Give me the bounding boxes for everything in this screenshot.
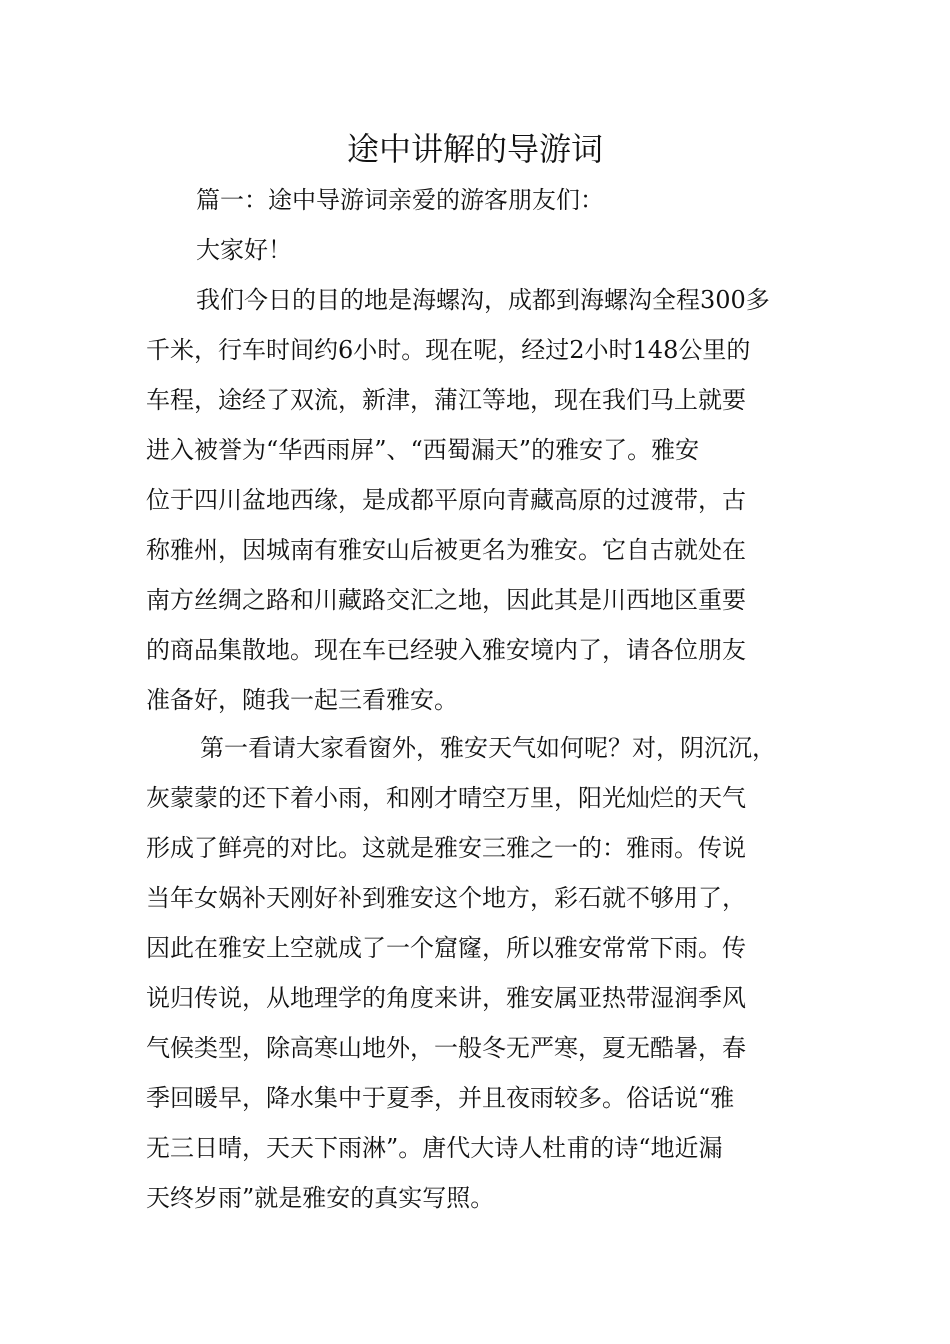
- text-line: 形成了鲜亮的对比。这就是雅安三雅之一的：雅雨。传说: [146, 834, 746, 862]
- text-line: 第一看请大家看窗外，雅安天气如何呢？对，阴沉沉，: [200, 734, 776, 762]
- text-line: 说归传说，从地理学的角度来讲，雅安属亚热带湿润季风: [146, 984, 746, 1012]
- text-line: 因此在雅安上空就成了一个窟窿，所以雅安常常下雨。传: [146, 934, 746, 962]
- text-line: 季回暖早，降水集中于夏季，并且夜雨较多。俗话说“雅: [146, 1084, 735, 1112]
- text-line: 无三日晴，天天下雨淋”。唐代大诗人杜甫的诗“地近漏: [146, 1134, 723, 1162]
- text-line: 准备好，随我一起三看雅安。: [146, 686, 458, 714]
- text-line: 称雅州，因城南有雅安山后被更名为雅安。它自古就处在: [146, 536, 746, 564]
- text-line: 篇一：途中导游词亲爱的游客朋友们：: [196, 186, 604, 214]
- text-line: 南方丝绸之路和川藏路交汇之地，因此其是川西地区重要: [146, 586, 746, 614]
- text-line: 当年女娲补天刚好补到雅安这个地方，彩石就不够用了，: [146, 884, 746, 912]
- text-line: 进入被誉为“华西雨屏”、“西蜀漏天”的雅安了。雅安: [146, 436, 700, 464]
- text-line: 车程，途经了双流，新津，蒲江等地，现在我们马上就要: [146, 386, 746, 414]
- text-line: 气候类型，除高寒山地外，一般冬无严寒，夏无酷暑，春: [146, 1034, 746, 1062]
- document-title: 途中讲解的导游词: [346, 130, 603, 168]
- text-line: 的商品集散地。现在车已经驶入雅安境内了，请各位朋友: [146, 636, 746, 664]
- text-line: 我们今日的目的地是海螺沟，成都到海螺沟全程300多: [196, 286, 770, 314]
- text-line: 千米，行车时间约6小时。现在呢，经过2小时148公里的: [146, 336, 751, 364]
- text-line: 灰蒙蒙的还下着小雨，和刚才晴空万里，阳光灿烂的天气: [146, 784, 746, 812]
- text-line: 天终岁雨”就是雅安的真实写照。: [146, 1184, 495, 1212]
- text-line: 位于四川盆地西缘，是成都平原向青藏高原的过渡带，古: [146, 486, 746, 514]
- text-line: 大家好！: [196, 236, 292, 264]
